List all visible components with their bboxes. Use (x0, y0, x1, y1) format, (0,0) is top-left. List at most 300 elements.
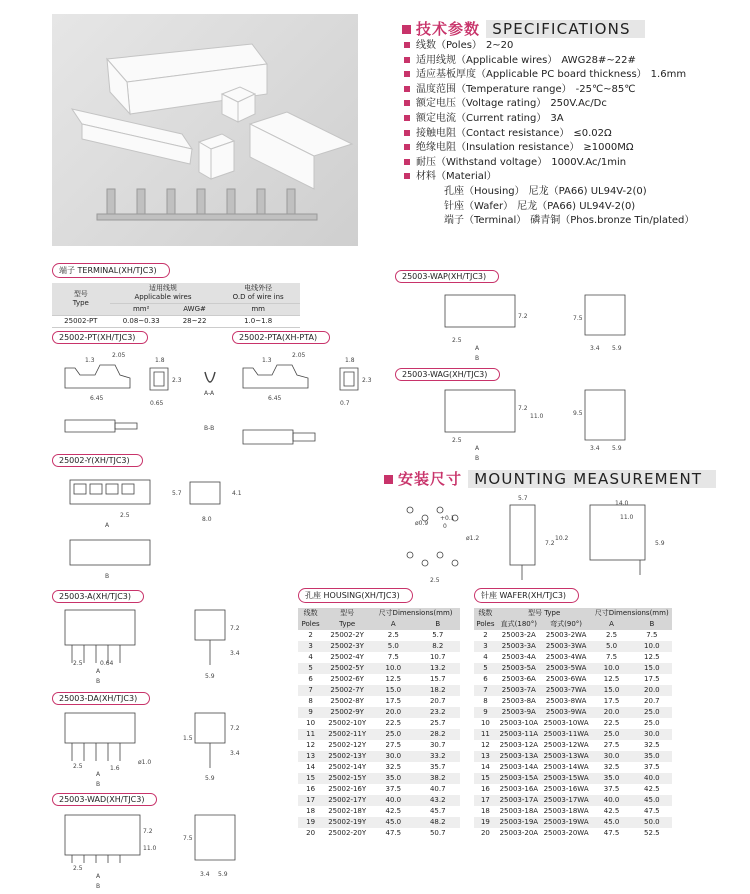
mount-dim-5: 5.7 (518, 495, 528, 502)
table-row (298, 696, 460, 707)
table-cell: 35.0 (632, 751, 672, 762)
spec-label: 适应基板厚度（Applicable PC board thickness） (416, 69, 647, 81)
wafer-label: 针座 WAFER(XH/TJC3) (474, 588, 579, 603)
table-row (474, 630, 672, 641)
table-cell: 19 (298, 817, 323, 828)
wad-dim-1: 7.5 (183, 835, 193, 842)
table-cell: 6 (298, 674, 323, 685)
housing-b-header: B (435, 620, 441, 628)
table-cell: 37.5 (591, 784, 631, 795)
specs-title-en: SPECIFICATIONS (486, 20, 645, 38)
table-row (474, 707, 672, 718)
table-cell: 25003-6WA (541, 674, 592, 685)
spec-value: 1.6mm (650, 69, 687, 81)
table-cell: 13 (298, 751, 323, 762)
table-cell: 17 (474, 795, 497, 806)
table-cell: 22.5 (591, 718, 631, 729)
table-cell: 25003-4A (497, 652, 541, 663)
table-cell: 4 (298, 652, 323, 663)
table-cell: 25003-12A (497, 740, 541, 751)
pt-dim-4: 2.3 (172, 377, 182, 384)
spec-value: ≤0.02Ω (573, 127, 612, 139)
da-drawing (65, 713, 240, 788)
mount-dim-3: 0 (443, 523, 447, 530)
table-cell: 5 (474, 663, 497, 674)
table-row (298, 652, 460, 663)
mount-dim-6: 7.2 (545, 540, 555, 547)
table-cell: 14 (474, 762, 497, 773)
wad-dim-b: B (96, 883, 101, 890)
table-cell: 50.0 (632, 817, 672, 828)
pta-dim-1: 1.3 (262, 357, 272, 364)
a-dim-a: A (96, 668, 101, 675)
table-row (298, 740, 460, 751)
table-cell: 25.0 (632, 707, 672, 718)
y-label: 25002-Y(XH/TJC3) (52, 454, 143, 467)
table-cell: 32.5 (591, 762, 631, 773)
table-row (298, 685, 460, 696)
table-cell: 25003-20A (497, 828, 541, 839)
table-cell: 13.2 (416, 663, 460, 674)
pt-dim-2: 2.05 (112, 352, 126, 359)
wafer-dim-header: 尺寸Dimensions(mm) (594, 609, 669, 617)
wad-label: 25003-WAD(XH/TJC3) (52, 793, 157, 806)
mount-dim-7: 10.2 (555, 535, 569, 542)
material-part: 针座（Wafer） (444, 200, 514, 212)
table-cell: 25003-7A (497, 685, 541, 696)
pt-section-bb: B-B (204, 425, 215, 432)
table-cell: 25003-16A (497, 784, 541, 795)
wad-dim-6: 5.9 (218, 871, 228, 878)
table-cell: 10.7 (416, 652, 460, 663)
table-row (298, 784, 460, 795)
table-cell: 27.5 (591, 740, 631, 751)
wafer-table (474, 608, 672, 839)
table-cell: 3 (298, 641, 323, 652)
table-cell: 25003-13WA (541, 751, 592, 762)
spec-value: 2~20 (485, 40, 514, 51)
table-cell: 25002-5Y (323, 663, 371, 674)
wap-label: 25003-WAP(XH/TJC3) (395, 270, 499, 283)
da-dim-a: A (96, 771, 101, 778)
table-cell: 25003-10WA (541, 718, 592, 729)
spec-label: 接触电阻（Contact resistance） (416, 127, 570, 139)
term-wires-header: 适用线规 Applicable wires (110, 283, 217, 304)
table-cell: 2.5 (591, 630, 631, 641)
wad-dim-3: 11.0 (143, 845, 157, 852)
table-cell: 19 (474, 817, 497, 828)
da-dim-2: 1.6 (110, 765, 120, 772)
da-dim-3: 2.5 (73, 763, 83, 770)
table-cell: 25002-11Y (323, 729, 371, 740)
table-cell: 35.0 (371, 773, 415, 784)
table-cell: 16 (298, 784, 323, 795)
table-cell: 25002-6Y (323, 674, 371, 685)
table-row (298, 729, 460, 740)
table-cell: 10.0 (371, 663, 415, 674)
table-cell: 25003-15WA (541, 773, 592, 784)
table-cell: 17.5 (591, 696, 631, 707)
table-cell: 25003-11WA (541, 729, 592, 740)
table-cell: 30.0 (632, 729, 672, 740)
wad-dim-2: 7.2 (143, 828, 153, 835)
table-cell: 20.0 (371, 707, 415, 718)
wag-dim-a: A (475, 445, 480, 452)
table-cell: 20.0 (632, 685, 672, 696)
table-row (298, 751, 460, 762)
y-dim-1: 5.7 (172, 490, 182, 497)
da-dim-1: 1.5 (183, 735, 193, 742)
table-cell: 8 (474, 696, 497, 707)
table-cell: 25003-2WA (541, 630, 592, 641)
table-cell: 25003-5A (497, 663, 541, 674)
y-dim-3: 2.5 (120, 512, 130, 519)
table-cell: 12 (298, 740, 323, 751)
table-cell: 32.5 (632, 740, 672, 751)
table-cell: 40.0 (371, 795, 415, 806)
material-part: 孔座（Housing） (444, 185, 525, 197)
table-cell: 47.5 (632, 806, 672, 817)
table-row (474, 751, 672, 762)
table-cell: 25003-14WA (541, 762, 592, 773)
housing-a-header: A (390, 620, 396, 628)
table-cell: 43.2 (416, 795, 460, 806)
table-cell: 12.5 (632, 652, 672, 663)
table-row (474, 696, 672, 707)
pt-dim-3: 1.8 (155, 357, 165, 364)
table-cell: 9 (474, 707, 497, 718)
a-drawing (65, 610, 240, 685)
table-cell: 47.5 (371, 828, 415, 839)
table-cell: 25002-18Y (323, 806, 371, 817)
table-cell: 5.0 (591, 641, 631, 652)
table-row (298, 817, 460, 828)
table-cell: 15.0 (632, 663, 672, 674)
wafer-poles-header: 线数 Poles (476, 609, 495, 628)
table-cell: 25003-3A (497, 641, 541, 652)
table-cell: 25002-4Y (323, 652, 371, 663)
table-cell: 5 (298, 663, 323, 674)
a-dim-5: 5.9 (205, 673, 215, 680)
table-cell: 40.0 (632, 773, 672, 784)
table-cell: 30.7 (416, 740, 460, 751)
wafer-right-header: 弯式(90°) (550, 620, 583, 628)
table-cell: 13 (474, 751, 497, 762)
table-cell: 25003-2A (497, 630, 541, 641)
table-cell: 42.5 (632, 784, 672, 795)
table-cell: 40.0 (591, 795, 631, 806)
table-cell: 25003-20WA (541, 828, 592, 839)
mount-dim-1: ø0.9 (415, 520, 429, 527)
pt-label: 25002-PT(XH/TJC3) (52, 331, 148, 344)
table-cell: 25002-2Y (323, 630, 371, 641)
table-row (298, 707, 460, 718)
table-row (298, 674, 460, 685)
pt-dim-6: 0.65 (150, 400, 164, 407)
wag-dim-b: B (475, 455, 480, 462)
table-cell: 25002-15Y (323, 773, 371, 784)
a-dim-3: 7.2 (230, 625, 240, 632)
table-cell: 25003-10A (497, 718, 541, 729)
table-cell: 25003-7WA (541, 685, 592, 696)
table-cell: 25003-9WA (541, 707, 592, 718)
table-cell: 47.5 (591, 828, 631, 839)
table-cell: 25003-6A (497, 674, 541, 685)
table-row (474, 784, 672, 795)
a-dim-2: 0.64 (100, 660, 114, 667)
table-cell: 25003-12WA (541, 740, 592, 751)
table-cell: 25002-9Y (323, 707, 371, 718)
a-dim-4: 3.4 (230, 650, 240, 657)
table-cell: 45.7 (416, 806, 460, 817)
table-cell: 10 (474, 718, 497, 729)
y-dim-a: A (105, 522, 110, 529)
table-cell: 25.7 (416, 718, 460, 729)
wafer-a-header: A (609, 620, 614, 628)
table-row (298, 630, 460, 641)
mount-dim-9: 11.0 (620, 514, 634, 521)
table-cell: 8.2 (416, 641, 460, 652)
table-cell: 33.2 (416, 751, 460, 762)
term-type-header: 型号 Type (52, 283, 110, 316)
wap-dim-5: 5.9 (612, 345, 622, 352)
term-mm-header: mm (216, 304, 300, 316)
table-row (474, 740, 672, 751)
table-row (474, 828, 672, 839)
table-cell: 25003-5WA (541, 663, 592, 674)
table-row (474, 663, 672, 674)
mounting-title-en: MOUNTING MEASUREMENT (468, 470, 716, 488)
table-row (298, 828, 460, 839)
wag-dim-5: 3.4 (590, 445, 600, 452)
spec-label: 额定电压（Voltage rating） (416, 98, 547, 110)
table-cell: 42.5 (371, 806, 415, 817)
table-cell: 25003-9A (497, 707, 541, 718)
mount-dim-11: ø1.2 (466, 535, 480, 542)
y-dim-b: B (105, 573, 110, 580)
wap-dim-1: 7.2 (518, 313, 528, 320)
table-cell: 18 (298, 806, 323, 817)
da-dim-b: B (96, 781, 101, 788)
spec-label: 温度范围（Temperature range） (416, 83, 572, 95)
table-cell: 50.7 (416, 828, 460, 839)
table-row (474, 685, 672, 696)
housing-table (298, 608, 460, 839)
term-od-header: 电线外径 O.D of wire ins (216, 283, 300, 304)
wag-dim-4: 9.5 (573, 410, 583, 417)
table-row (298, 773, 460, 784)
housing-dim-header: 尺寸Dimensions(mm) (378, 609, 453, 617)
table-cell: 25003-16WA (541, 784, 592, 795)
table-cell: 20 (474, 828, 497, 839)
table-cell: 25003-17A (497, 795, 541, 806)
mount-dim-10: 5.9 (655, 540, 665, 547)
da-label: 25003-DA(XH/TJC3) (52, 692, 150, 705)
table-cell: 9 (298, 707, 323, 718)
table-cell: 11 (298, 729, 323, 740)
table-cell: 23.2 (416, 707, 460, 718)
table-cell: 52.5 (632, 828, 672, 839)
table-row (474, 773, 672, 784)
table-row (474, 795, 672, 806)
table-row (474, 817, 672, 828)
table-row (298, 718, 460, 729)
table-cell: 25002-8Y (323, 696, 371, 707)
spec-label: 适用线规（Applicable wires） (416, 54, 558, 66)
table-row (474, 718, 672, 729)
table-cell: 18.2 (416, 685, 460, 696)
material-value: 磷青铜（Phos.bronze Tin/plated） (530, 215, 695, 227)
pta-dim-4: 2.3 (362, 377, 372, 384)
table-cell: 3 (474, 641, 497, 652)
table-row (298, 641, 460, 652)
table-cell: 25003-15A (497, 773, 541, 784)
terminal-label: 端子 TERMINAL(XH/TJC3) (52, 263, 170, 278)
table-cell: 7.5 (632, 630, 672, 641)
table-cell: 25003-8WA (541, 696, 592, 707)
table-cell: 7 (298, 685, 323, 696)
table-cell: 11 (474, 729, 497, 740)
material-part: 端子（Terminal） (444, 215, 527, 227)
table-cell: 10 (298, 718, 323, 729)
specs-title-cn: 技术参数 (416, 20, 481, 38)
pt-drawing (65, 352, 215, 432)
table-cell: 25002-20Y (323, 828, 371, 839)
table-cell: 2 (298, 630, 323, 641)
table-cell: 17.5 (371, 696, 415, 707)
wap-dim-2: 2.5 (452, 337, 462, 344)
wap-dim-3: 7.5 (573, 315, 583, 322)
a-dim-b: B (96, 678, 101, 685)
table-cell: 20.0 (591, 707, 631, 718)
table-cell: 25003-14A (497, 762, 541, 773)
pta-dim-5: 6.45 (268, 395, 282, 402)
mount-dim-2: +0.1 (440, 515, 455, 522)
table-cell: 12 (474, 740, 497, 751)
table-cell: 45.0 (632, 795, 672, 806)
table-cell: 25002-3Y (323, 641, 371, 652)
wafer-b-header: B (649, 620, 655, 628)
table-row (474, 641, 672, 652)
table-cell: 45.0 (591, 817, 631, 828)
pta-label: 25002-PTA(XH-PTA) (232, 331, 330, 344)
table-cell: 5.0 (371, 641, 415, 652)
table-cell: 25002-19Y (323, 817, 371, 828)
pt-section-aa: A-A (204, 390, 215, 397)
table-row (474, 652, 672, 663)
table-cell: 10.0 (632, 641, 672, 652)
table-cell: 25003-13A (497, 751, 541, 762)
table-cell: 35.0 (591, 773, 631, 784)
table-cell: 30.0 (371, 751, 415, 762)
pta-dim-2: 2.05 (292, 352, 306, 359)
table-cell: 25002-16Y (323, 784, 371, 795)
mount-dim-4: 2.5 (430, 577, 440, 584)
mounting-title-cn: 安装尺寸 (398, 470, 463, 488)
table-cell: 25002-17Y (323, 795, 371, 806)
table-cell: 17.5 (632, 674, 672, 685)
table-cell: 7 (474, 685, 497, 696)
table-cell: 25003-18A (497, 806, 541, 817)
table-cell: 25003-18WA (541, 806, 592, 817)
table-cell: 42.5 (591, 806, 631, 817)
mount-dim-8: 14.0 (615, 500, 629, 507)
table-cell: 25003-3WA (541, 641, 592, 652)
wafer-type-header: 型号 Type (527, 609, 561, 617)
table-cell: 40.7 (416, 784, 460, 795)
table-cell: 6 (474, 674, 497, 685)
table-cell: 37.5 (371, 784, 415, 795)
table-cell: 32.5 (371, 762, 415, 773)
table-row (474, 762, 672, 773)
table-cell: 45.0 (371, 817, 415, 828)
table-cell: 4 (474, 652, 497, 663)
wag-label: 25003-WAG(XH/TJC3) (395, 368, 500, 381)
pt-dim-1: 1.3 (85, 357, 95, 364)
da-dim-5: 7.2 (230, 725, 240, 732)
a-dim-1: 2.5 (73, 660, 83, 667)
table-cell: 14 (298, 762, 323, 773)
housing-poles-header: 线数 Poles (301, 609, 320, 628)
material-value: 尼龙（PA66) UL94V-2(0) (528, 185, 647, 197)
spec-value: 1000V.Ac/1min (551, 156, 627, 168)
table-cell: 25003-8A (497, 696, 541, 707)
wap-drawing (445, 295, 625, 362)
table-cell: 5.7 (416, 630, 460, 641)
term-awg-header: AWG# (173, 304, 217, 316)
table-row (298, 762, 460, 773)
table-cell: 25002-7Y (323, 685, 371, 696)
table-cell: 25.0 (371, 729, 415, 740)
table-row: 25002-PT 0.08~0.33 28~22 1.0~1.8 (52, 316, 300, 328)
table-cell: 25002-14Y (323, 762, 371, 773)
table-cell: 22.5 (371, 718, 415, 729)
table-cell: 2 (474, 630, 497, 641)
table-cell: 2.5 (371, 630, 415, 641)
table-cell: 25003-19WA (541, 817, 592, 828)
wap-dim-4: 3.4 (590, 345, 600, 352)
spec-label: 线数（Poles） (416, 40, 482, 51)
wag-dim-1: 7.2 (518, 405, 528, 412)
table-row (298, 795, 460, 806)
wad-dim-a: A (96, 873, 101, 880)
table-cell: 30.0 (591, 751, 631, 762)
wap-dim-a: A (475, 345, 480, 352)
spec-label: 额定电流（Current rating） (416, 112, 547, 124)
mounting-drawing (407, 495, 665, 584)
table-cell: 15.7 (416, 674, 460, 685)
pta-dim-6: 0.7 (340, 400, 350, 407)
table-cell: 20.7 (632, 696, 672, 707)
table-cell: 12.5 (591, 674, 631, 685)
table-cell: 25002-10Y (323, 718, 371, 729)
spec-label: 绝缘电阻（Insulation resistance） (416, 142, 580, 154)
table-cell: 25003-11A (497, 729, 541, 740)
da-dim-4: ø1.0 (138, 759, 152, 766)
table-cell: 15 (474, 773, 497, 784)
wad-dim-5: 3.4 (200, 871, 210, 878)
table-cell: 8 (298, 696, 323, 707)
pt-dim-5: 6.45 (90, 395, 104, 402)
table-row (298, 806, 460, 817)
table-row (474, 729, 672, 740)
table-cell: 20 (298, 828, 323, 839)
table-cell: 27.5 (371, 740, 415, 751)
material-value: 尼龙（PA66) UL94V-2(0) (517, 200, 636, 212)
table-cell: 20.7 (416, 696, 460, 707)
table-cell: 15.0 (591, 685, 631, 696)
table-cell: 25003-17WA (541, 795, 592, 806)
